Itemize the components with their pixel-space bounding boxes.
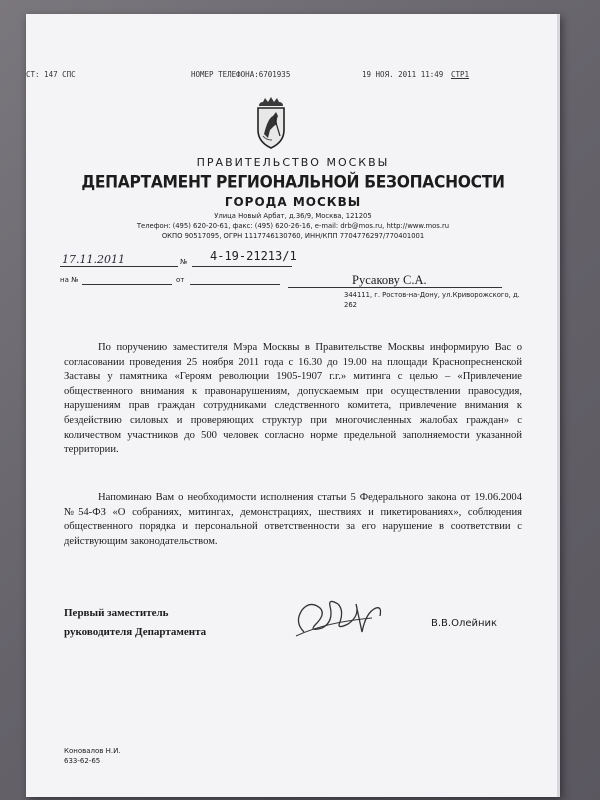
signatory-title [64,604,206,642]
outgoing-number: 4-19-21213/1 [210,249,297,263]
on-number-line [82,284,172,285]
department-contacts: Телефон: (495) 620-20-61, факс: (495) 620-26-16, e-mail: drb@mos.ru, http://www.mos.ru [136,222,450,230]
city-title: ГОРОДА МОСКВЫ [224,195,362,209]
addressee-line [288,287,502,288]
addressee-name: Русакову С.А. [352,273,427,287]
fax-phone: НОМЕР ТЕЛЕФОНА:6701935 [191,70,291,79]
executor-info [64,746,121,766]
on-number-label: на № [60,276,79,284]
signatory-title-line-1: Первый заместитель [64,607,169,619]
from-line [190,284,280,285]
addressee-address: 344111, г. Ростов-на-Дону, ул.Криворожского, д. 262 [344,291,520,309]
fax-station: СТ: 147 СПС [26,70,76,79]
body-paragraph-2: Напоминаю Вам о необходимости исполнения статьи 5 Федерального закона от 19.06.2004 №54-ФЗ «О собраниях, митингах, демонстрациях, шествиях и пикетированиях», соблюдения общественного порядка и персональной ответственности за его нарушение в соответствии с действующим законодательством. [64,492,522,547]
signatory-name: В.В.Олейник [431,618,498,629]
body-paragraph-1: По поручению заместителя Мэра Москвы в Правительстве Москвы информирую Вас о согласовании проведения 25 ноября 2011 года с 16.30 до 19.00 на площади Краснопресненской Заставы у памятника «Героям революции 1905-1907 г.г.» митинга с целью – «Привлечение общественного внимания к правонарушениям, допускаемым при осуществлении правосудия, нарушениям прав граждан сотрудниками следственного комитета, привлечение внимания к бездействию силовых и проверяющих структур при многочисленных жалобах граждан» с количеством участников до 500 человек согласно норме предельной заполняемости указанной территории. [64,342,522,456]
government-title: ПРАВИТЕЛЬСТВО МОСКВЫ [196,156,390,169]
executor-phone: 633-62-65 [64,757,101,765]
fax-datetime: 19 НОЯ. 2011 11:49 [362,70,444,79]
from-label: от [176,276,185,284]
department-address: Улица Новый Арбат, д.36/9, Москва, 121205 [214,212,372,220]
paper-edge [557,14,560,797]
department-title: ДЕПАРТАМЕНТ РЕГИОНАЛЬНОЙ БЕЗОПАСНОСТИ [81,172,505,192]
executor-name: Коновалов Н.И. [64,747,121,755]
signatory-title-line-2: руководителя Департамента [64,626,207,638]
handwritten-signature-icon [286,592,396,642]
department-registry: ОКПО 90517095, ОГРН 1117746130760, ИНН/КПП 7704776297/770401001 [161,232,425,240]
moscow-coat-of-arms-icon [254,94,288,150]
number-sign: № [180,258,188,266]
fax-page: СТР1 [451,70,470,79]
number-line [192,266,292,267]
date-line [60,266,178,267]
outgoing-date: 17.11.2011 [62,253,125,266]
letter-sheet [26,14,560,797]
